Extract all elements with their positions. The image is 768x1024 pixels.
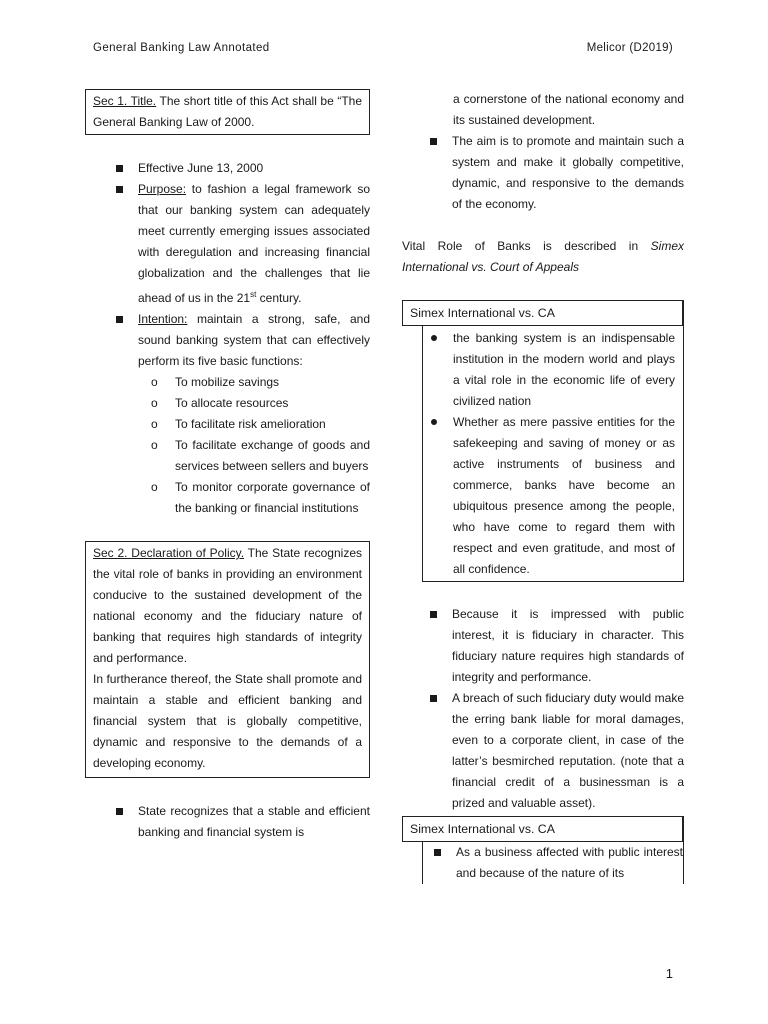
intention-text: maintain a strong, safe, and sound banking system that can effectively perform its five basic functions: bbox=[138, 312, 370, 368]
running-header-title: General Banking Law Annotated bbox=[93, 42, 270, 54]
list-item: As a business affected with public interest and because of the nature of its bbox=[403, 842, 683, 884]
sec1-bullets bbox=[85, 158, 370, 519]
case1-body bbox=[422, 326, 684, 582]
aim-list bbox=[402, 131, 684, 215]
page-number: 1 bbox=[665, 966, 673, 981]
purpose-label: Purpose: bbox=[138, 182, 187, 196]
vital-case: Simex International vs. Court of Appeals bbox=[402, 239, 684, 274]
case2-points bbox=[403, 842, 683, 884]
sec1-title: Sec 1. Title. bbox=[93, 94, 157, 108]
sec2-bullets bbox=[85, 801, 370, 843]
case2-title: Simex International vs. CA bbox=[402, 816, 684, 842]
sec2-text-2: In furtherance thereof, the State shall promote and maintain a stable and efficient banking and financial system that is globally competitive, dynamic and responsive to the demands of a developing economy. bbox=[93, 672, 362, 770]
sec2-title: Sec 2. Declaration of Policy. bbox=[93, 546, 245, 560]
left-column bbox=[85, 89, 370, 843]
case1-box bbox=[402, 300, 684, 582]
intention-label: Intention: bbox=[138, 312, 188, 326]
sec1-text: The short title of this Act shall be “The General Banking Law of 2000. bbox=[93, 94, 362, 129]
function-item: o To monitor corporate governance of the banking or financial institutions bbox=[128, 477, 370, 519]
case1-title: Simex International vs. CA bbox=[402, 300, 684, 326]
list-item: A breach of such fiduciary duty would make the erring bank liable for moral damages, even to a corporate client, in case of the latter’s besmirched reputation. (note that a financial credit of a businessman is a prized and valuable asset). bbox=[402, 688, 684, 814]
functions-list bbox=[128, 372, 370, 519]
running-header-author: Melicor (D2019) bbox=[586, 42, 673, 54]
superscript: st bbox=[250, 290, 257, 299]
list-item bbox=[85, 309, 370, 519]
case2-body bbox=[422, 842, 684, 884]
vital-role-paragraph bbox=[402, 236, 684, 278]
list-item bbox=[85, 179, 370, 309]
function-item: o To facilitate exchange of goods and services between sellers and buyers bbox=[128, 435, 370, 477]
vital-prefix: Vital Role of Banks is described in bbox=[402, 239, 639, 253]
function-item: o To mobilize savings bbox=[128, 372, 370, 393]
effective-date: Effective June 13, 2000 bbox=[138, 161, 264, 175]
list-item: State recognizes that a stable and efficient banking and financial system is bbox=[85, 801, 370, 843]
function-item: o To allocate resources bbox=[128, 393, 370, 414]
century-tail: century. bbox=[259, 291, 302, 305]
sec2-box bbox=[85, 541, 370, 778]
case1-points bbox=[423, 328, 675, 580]
list-item: the banking system is an indispensable institution in the modern world and plays a vital role in the economic life of every civilized nation bbox=[423, 328, 675, 412]
function-item: o To facilitate risk amelioration bbox=[128, 414, 370, 435]
list-item: Because it is impressed with public interest, it is fiduciary in character. This fiduciary nature requires high standards of integrity and performance. bbox=[402, 604, 684, 688]
sec2-text-1: The State recognizes the vital role of banks in providing an environment conducive to the sustained development of the national economy and the fiduciary nature of banking that requires high standards of integrity and performance. bbox=[93, 546, 362, 665]
list-item bbox=[85, 158, 370, 179]
case2-box bbox=[402, 816, 684, 884]
list-item: The aim is to promote and maintain such a system and make it globally competitive, dynamic, and responsive to the demands of the economy. bbox=[402, 131, 684, 215]
sec1-box bbox=[85, 89, 370, 135]
continued-text: a cornerstone of the national economy and its sustained development. bbox=[453, 92, 684, 127]
right-column bbox=[402, 89, 684, 884]
fiduciary-list bbox=[402, 604, 684, 814]
purpose-text: to fashion a legal framework so that our banking system can adequately meet currently emerging issues associated with deregulation and increasing financial globalization and the challenges that lie ahead of us in the 21 bbox=[138, 182, 370, 305]
list-item: Whether as mere passive entities for the safekeeping and saving of money or as active instruments of business and commerce, banks have become an ubiquitous presence among the people, who have come to regard them with respect and even gratitude, and most of all confidence. bbox=[423, 412, 675, 580]
